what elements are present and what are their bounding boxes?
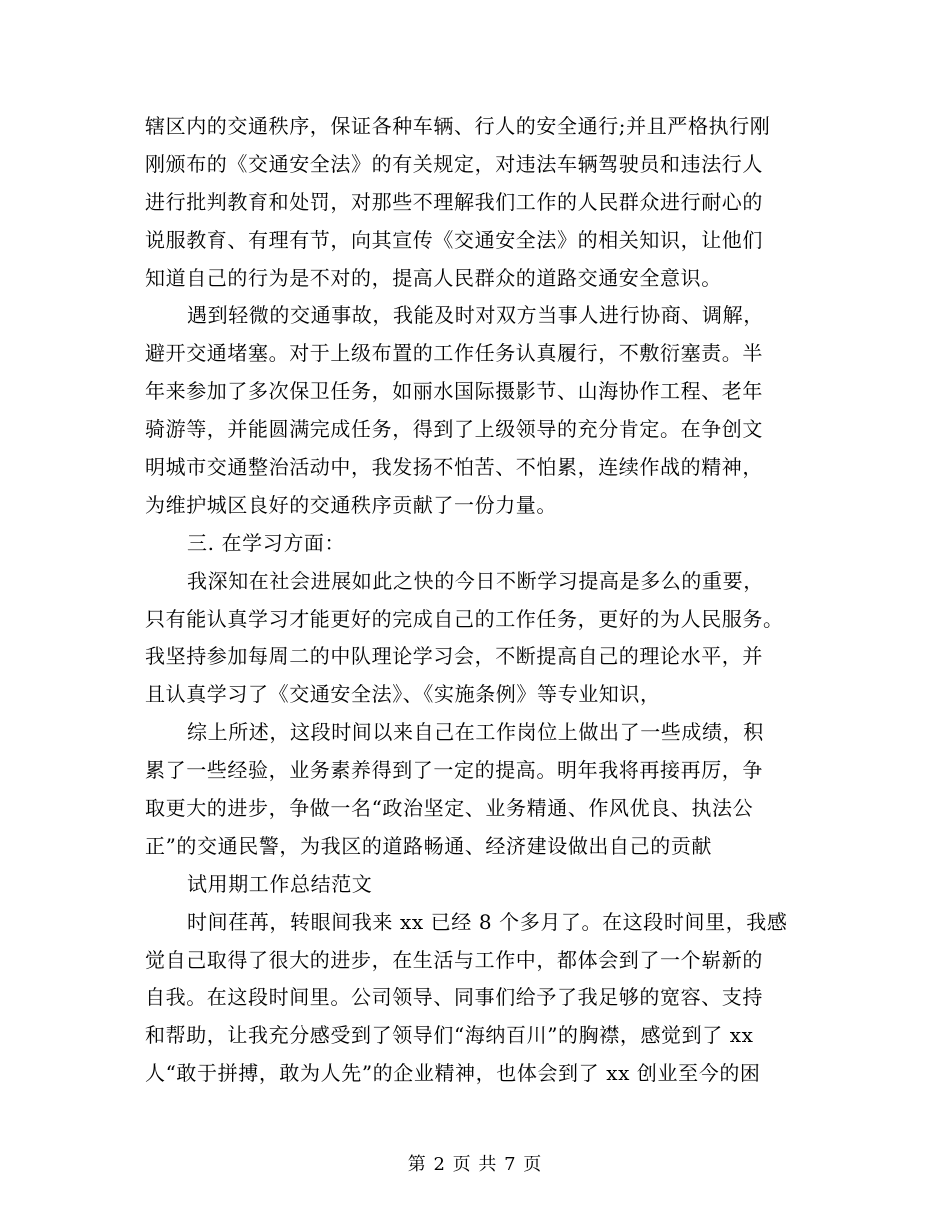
text-line: 取更大的进步，争做一名“政治坚定、业务精通、作风优良、执法公 (145, 796, 754, 821)
text-line: 知道自己的行为是不对的，提高人民群众的道路交通安全意识。 (145, 265, 722, 290)
text-line: 年来参加了多次保卫任务，如丽水国际摄影节、山海协作工程、老年 (145, 379, 763, 404)
text-line: 自我。在这段时间里。公司领导、同事们给予了我足够的宽容、支持 (145, 985, 763, 1010)
text-line: 避开交通堵塞。对于上级布置的工作任务认真履行，不敷衍塞责。半 (145, 341, 763, 366)
document-body (145, 108, 805, 1093)
text-line: 为维护城区良好的交通秩序贡献了一份力量。 (145, 492, 557, 517)
text-line: 试用期工作总结范文 (187, 871, 373, 896)
text-line: 遇到轻微的交通事故，我能及时对双方当事人进行协商、调解， (187, 303, 764, 328)
text-line: 正”的交通民警，为我区的道路畅通、经济建设做出自己的贡献 (145, 833, 713, 858)
text-line: 明城市交通整治活动中，我发扬不怕苦、不怕累，连续作战的精神， (145, 455, 763, 480)
text-line: 我坚持参加每周二的中队理论学习会，不断提高自己的理论水平，并 (145, 644, 763, 669)
text-line: 且认真学习了《交通安全法》、《实施条例》等专业知识， (145, 682, 661, 707)
text-line: 我深知在社会进展如此之快的今日不断学习提高是多么的重要， (187, 568, 764, 593)
text-line: 说服教育、有理有节，向其宣传《交通安全法》的相关知识，让他们 (145, 227, 763, 252)
text-line: 时间荏苒，转眼间我来 xx 已经 8 个多月了。在这段时间里，我感 (187, 909, 788, 934)
text-line: 进行批判教育和处罚，对那些不理解我们工作的人民群众进行耐心的 (145, 189, 763, 214)
text-line: 觉自己取得了很大的进步，在生活与工作中，都体会到了一个崭新的 (145, 947, 763, 972)
text-line: 综上所述，这段时间以来自己在工作岗位上做出了一些成绩，积 (187, 720, 764, 745)
text-line: 骑游等，并能圆满完成任务，得到了上级领导的充分肯定。在争创文 (145, 417, 763, 442)
text-line: 刚颁布的《交通安全法》的有关规定，对违法车辆驾驶员和违法行人 (145, 151, 763, 176)
text-line: 只有能认真学习才能更好的完成自己的工作任务，更好的为人民服务。 (145, 606, 784, 631)
text-line: 和帮助，让我充分感受到了领导们“海纳百川”的胸襟，感觉到了 xx (145, 1023, 754, 1048)
text-line: 人“敢于拼搏，敢为人先”的企业精神，也体会到了 xx 创业至今的困 (145, 1061, 761, 1086)
text-line: 三. 在学习方面： (187, 530, 346, 555)
text-line: 累了一些经验，业务素养得到了一定的提高。明年我将再接再厉，争 (145, 758, 763, 783)
text-line: 辖区内的交通秩序，保证各种车辆、行人的安全通行;并且严格执行刚 (145, 114, 771, 138)
page-footer: 第 2 页 共 7 页 (407, 1154, 543, 1175)
